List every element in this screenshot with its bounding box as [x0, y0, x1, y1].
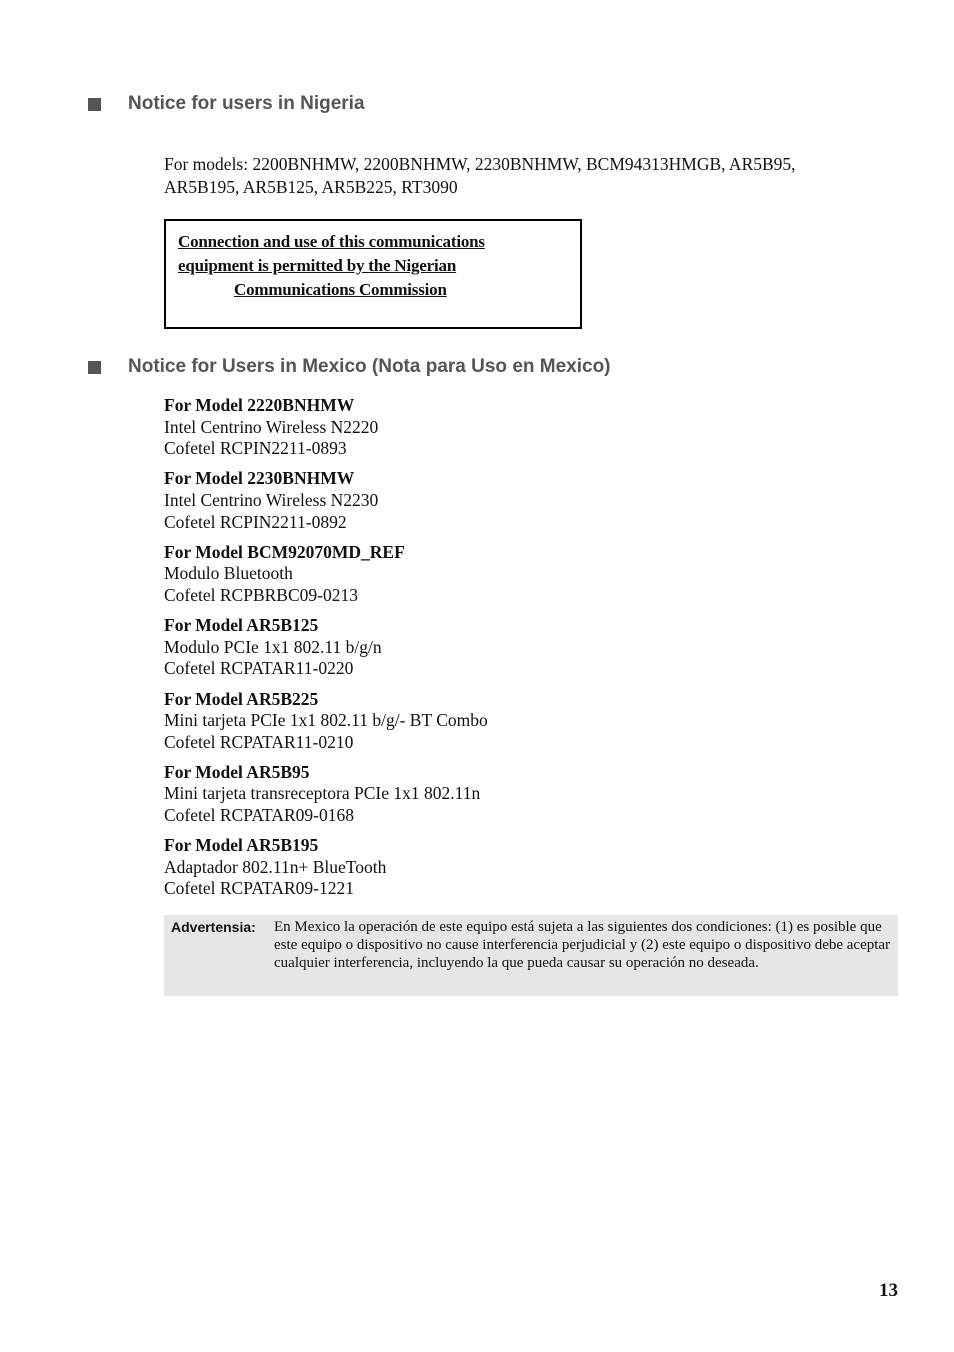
warning-text: En Mexico la operación de este equipo está sujeta a las siguientes dos condiciones: (1) es posible que este equipo o dispositivo no cause interferencia perjudicial y (2) este equipo o dispositivo debe aceptar cualquier interferencia, incluyendo la que pueda causar su operación no deseada. [274, 919, 891, 971]
bullet-square-icon [88, 98, 101, 111]
mexico-heading-text: Notice for Users in Mexico (Nota para Uso en Mexico) [128, 356, 611, 377]
model-cofetel: Cofetel RCPATAR11-0210 [164, 731, 354, 752]
model-description: Mini tarjeta PCIe 1x1 802.11 b/g/- BT Combo [164, 710, 488, 731]
warning-note [164, 915, 898, 996]
model-title: For Model 2220BNHMW [164, 395, 355, 415]
model-description: Mini tarjeta transreceptora PCIe 1x1 802.11n [164, 783, 481, 804]
model-title: For Model AR5B225 [164, 688, 319, 709]
model-block [164, 762, 884, 827]
model-cofetel: Cofetel RCPATAR09-1221 [164, 878, 354, 899]
bullet-square-icon [88, 361, 101, 374]
model-title: For Model AR5B195 [164, 835, 319, 856]
model-cofetel: Cofetel RCPBRBC09-0213 [164, 584, 358, 605]
model-description: Modulo PCIe 1x1 802.11 b/g/n [164, 636, 382, 657]
warning-label: Advertensia: [171, 919, 256, 935]
nigeria-notice-box [164, 219, 582, 329]
mexico-model-list [164, 395, 884, 909]
model-block [164, 395, 884, 460]
notice-line-3: Communications Commission [234, 280, 447, 299]
model-block [164, 468, 884, 533]
model-block [164, 689, 884, 754]
model-cofetel: Cofetel RCPIN2211-0893 [164, 438, 347, 459]
model-title: For Model 2230BNHMW [164, 468, 355, 489]
model-block [164, 542, 884, 607]
model-title: For Model AR5B95 [164, 761, 310, 782]
model-block [164, 835, 884, 900]
model-title: For Model AR5B125 [164, 615, 319, 636]
model-description: Adaptador 802.11n+ BlueTooth [164, 856, 387, 877]
model-title: For Model BCM92070MD_REF [164, 541, 405, 562]
nigeria-heading-text: Notice for users in Nigeria [128, 93, 365, 114]
page-number: 13 [879, 1280, 898, 1301]
nigeria-heading [88, 93, 365, 115]
notice-line-2: equipment is permitted by the Nigerian [178, 256, 457, 275]
model-description: Modulo Bluetooth [164, 563, 293, 584]
model-cofetel: Cofetel RCPATAR09-0168 [164, 805, 354, 826]
nigeria-models-text: For models: 2200BNHMW, 2200BNHMW, 2230BNHMW, BCM94313HMGB, AR5B95, AR5B195, AR5B125, AR5B225, RT3090 [164, 154, 796, 197]
model-description: Intel Centrino Wireless N2220 [164, 416, 379, 437]
model-cofetel: Cofetel RCPIN2211-0892 [164, 511, 347, 532]
model-block [164, 615, 884, 680]
notice-line-1: Connection and use of this communications [178, 232, 485, 251]
model-cofetel: Cofetel RCPATAR11-0220 [164, 658, 354, 679]
mexico-heading [88, 356, 611, 378]
model-description: Intel Centrino Wireless N2230 [164, 489, 379, 510]
